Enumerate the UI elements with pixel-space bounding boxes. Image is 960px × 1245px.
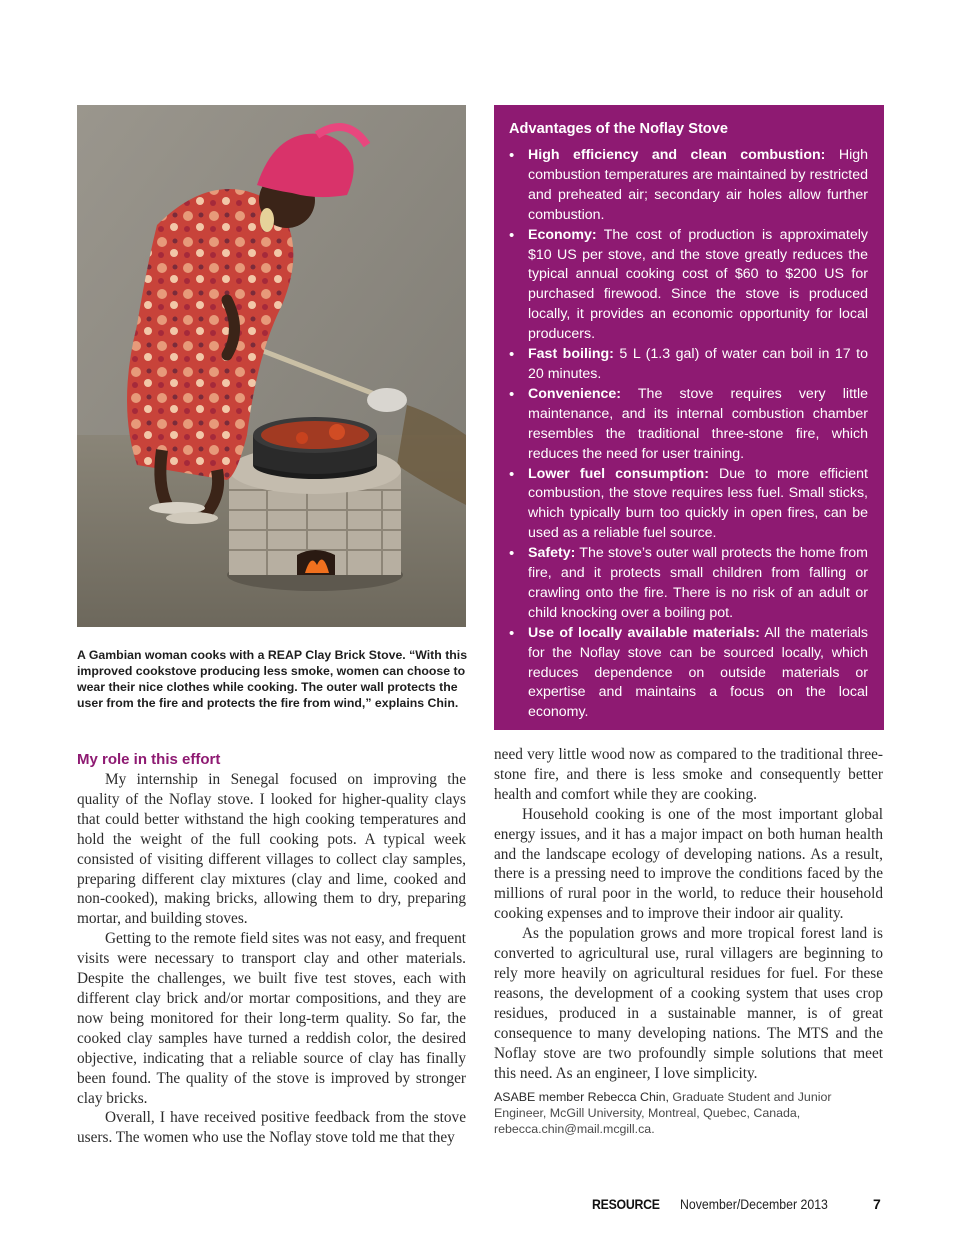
advantage-label: Economy: (528, 226, 597, 243)
photo-caption: A Gambian woman cooks with a REAP Clay Brick Stove. “With this improved cookstove producing less smoke, women can choose to wear their nice clothes while cooking. The outer wall protects the user from the fire and protects the fire from wind,” explains Chin. (77, 648, 468, 710)
author-bio (494, 1089, 883, 1137)
body-paragraph: Household cooking is one of the most important global energy issues, and it has a major impact on both human health and the landscape ecology of developing nations. As a result, there is a pressing need to improve the conditions faced by the millions of rural poor in the world, to reduce their household cooking expenses and to improve their indoor air quality. (494, 805, 883, 923)
article-photo (77, 105, 466, 627)
advantages-sidebar (494, 105, 884, 730)
issue-date: November/December 2013 (680, 1196, 828, 1212)
advantage-label: High efficiency and clean combustion: (528, 147, 826, 163)
sidebar-title: Advantages of the Noflay Stove (509, 121, 728, 137)
author-details: Graduate Student and Junior Engineer, McGill University, Montreal, Quebec, Canada, rebecca.chin@mail.mcgill.ca. (494, 1090, 832, 1137)
publication-name: RESOURCE (592, 1196, 660, 1212)
page-footer (0, 1196, 960, 1216)
body-paragraph-continued: need very little wood now as compared to the traditional three-stone fire, and there is less smoke and consequently better health and comfort while they are cooking. (494, 746, 883, 803)
advantage-text: The stove’s outer wall protects the home from fire, and it protects small children from falling or crawling onto the fire. There is no risk of an adult or child knocking over a boiling pot. (528, 545, 868, 621)
photo-gambian-woman-cooking-icon (77, 105, 466, 627)
left-column (77, 750, 466, 1148)
list-item (509, 385, 868, 465)
list-item (509, 146, 868, 226)
advantage-text: Due to more efficient combustion, the stove requires less fuel. Small sticks, which typically burn too quickly in open fires, can be used as a reliable fuel source. (528, 465, 868, 542)
page-number: 7 (873, 1196, 881, 1212)
body-paragraph: Overall, I have received positive feedback from the stove users. The women who use the Noflay stove told me that they (77, 1109, 466, 1147)
list-item (509, 226, 868, 345)
section-heading: My role in this effort (77, 751, 221, 768)
advantage-label: Convenience: (528, 385, 622, 402)
advantages-list (509, 146, 868, 723)
list-item (509, 465, 868, 545)
advantage-text: All the materials for the Noflay stove can be sourced locally, which reduces dependence on outside materials or expertise and maintains a focus on the local economy. (528, 624, 868, 721)
advantage-label: Safety: (528, 545, 576, 562)
right-column (494, 745, 883, 1137)
body-paragraph: As the population grows and more tropical forest land is converted to agricultural use, rural villagers are beginning to rely more heavily on agricultural residues for fuel. For these reasons, the development of a cooking system that uses crop residues, produced in a sustainable manner, is of great consequence to many developing nations. The MTS and the Noflay stove are two profoundly simple solutions that meet this need. As an engineer, I love simplicity. (494, 925, 883, 1082)
advantage-label: Use of locally available materials: (528, 624, 760, 641)
advantage-text: The cost of production is approximately $10 US per stove, and the stove greatly reduces the typical annual cooking cost of $60 to $200 US for purchased firewood. Since the stove is produced locally, it provides an economic opportunity for local producers. (528, 226, 868, 343)
list-item (509, 345, 868, 385)
author-name: ASABE member Rebecca Chin, (494, 1090, 669, 1105)
advantage-label: Fast boiling: (528, 346, 614, 363)
advantage-text: High combustion temperatures are maintained by restricted and preheated air; secondary air holes allow further combustion. (528, 147, 868, 223)
advantage-label: Lower fuel consumption: (528, 465, 709, 482)
list-item (509, 544, 868, 624)
advantage-text: The stove requires very little maintenance, and its internal combustion chamber resembles the traditional three-stone fire, which reduces the need for user training. (528, 385, 868, 462)
advantage-text: 5 L (1.3 gal) of water can boil in 17 to 20 minutes. (528, 346, 868, 382)
list-item (509, 624, 868, 724)
body-paragraph: Getting to the remote field sites was not easy, and frequent visits were necessary to transport clay and other materials. Despite the challenges, we built five test stoves, each with different clay brick and/or mortar compositions, and they are now being monitored for their long-term quality. So far, the cooked clay samples have turned a reddish color, the desired objective, indicating that a reliable source of clay has finally been found. The quality of the stove is improved by stronger clay bricks. (77, 930, 466, 1107)
body-paragraph: My internship in Senegal focused on improving the quality of the Noflay stove. I looked for higher-quality clays that could better withstand the high cooking temperatures and hold the weight of the full cooking pots. A typical week consisted of visiting different villages to collect clay samples, preparing different clay mixtures (clay and lime, cooked and non-cooked), making bricks, allowing them to dry, preparing mortar, and building stoves. (77, 771, 466, 928)
